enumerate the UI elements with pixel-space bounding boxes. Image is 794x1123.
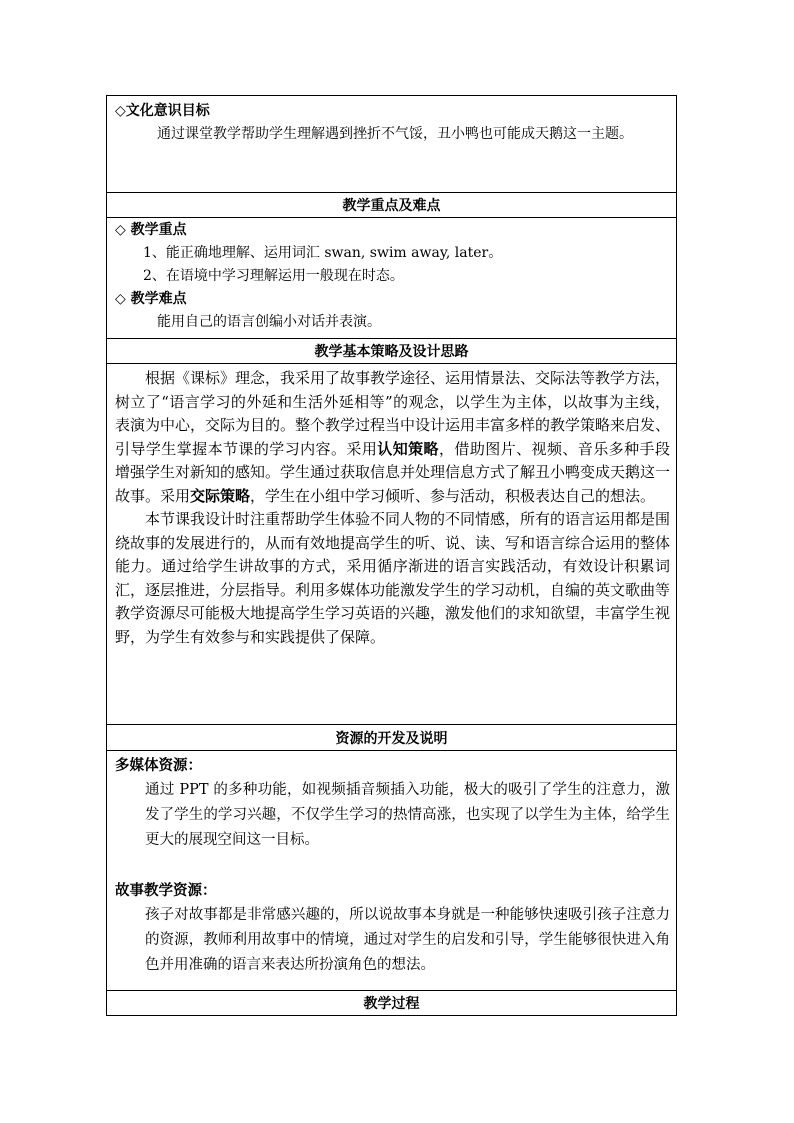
- story-heading: 故事教学资源：: [115, 882, 217, 899]
- focus-item-2: 2、在语境中学习理解运用一般现在时态。: [143, 268, 404, 284]
- strategy-text-c: ，借助图片、视频、音乐多种手段增强学生对新知的感知。学生通过获取信息并处理信息方式了解丑小鸭变成天鹅这一故事。采用: [115, 439, 671, 505]
- culture-goal-heading: ◇文化意识目标: [115, 103, 210, 119]
- multimedia-text: 通过 PPT 的多种功能，如视频插音频插入功能，极大的吸引了学生的注意力，激发了学生的学习兴趣，不仅学生学习的热情高涨，也实现了以学生为主体，给学生更大的展现空间这一目标。: [145, 782, 670, 848]
- story-text: 孩子对故事都是非常感兴趣的，所以说故事本身就是一种能够快速吸引孩子注意力的资源，教师利用故事中的情境，通过对学生的启发和引导，学生能够很快进入角色并用准确的语言来表达所扮演角色的想法。: [145, 907, 670, 973]
- resources-header: [107, 724, 676, 750]
- key-points-title: 教学重点及难点: [342, 198, 441, 214]
- spacer: [115, 853, 670, 878]
- process-header: [107, 990, 676, 1015]
- culture-goal-cell: [107, 96, 676, 192]
- strategy-paragraph-2: 本节课我设计时注重帮助学生体验不同人物的不同情感，所有的语言运用都是围绕故事的发展进行的，从而有效地提高学生的听、说、读、写和语言综合运用的整体能力。通过给学生讲故事的方式，采用循序渐进的语言实践活动，有效设计积累词汇，逐层推进，分层指导。利用多媒体功能激发学生的学习动机，自编的英文歌曲等教学资源尽可能极大地提高学生学习英语的兴趣，激发他们的求知欲望，丰富学生视野，为学生有效参与和实践提供了保障。: [115, 510, 671, 646]
- key-points-cell: [107, 217, 676, 338]
- process-title: 教学过程: [363, 996, 420, 1012]
- strategy-text-a: 根据《课标》理念，我采用了故事教学途径、运用情景法、交际法等教学方法，树立了“语言学习的外延和生活外延相等”的观念，以学生为主体，以故事为主线，表演为中心，交际为目的。整个教学过程当中设计运用丰富多样的教学策略来启发、引导学生掌握本节课的学习内容。采用: [115, 369, 671, 458]
- difficulty-heading: ◇ 教学难点: [115, 291, 187, 307]
- strategy-cognitive-label: 认知策略: [377, 439, 439, 458]
- lesson-plan-table: [106, 95, 677, 1016]
- strategy-title: 教学基本策略及设计思路: [314, 344, 469, 360]
- key-points-header: [107, 192, 676, 217]
- culture-goal-text: 通过课堂教学帮助学生理解遇到挫折不气馁，丑小鸭也可能成天鹅这一主题。: [157, 126, 633, 142]
- strategy-text-e: ，学生在小组中学习倾听、参与活动，积极表达自己的想法。: [250, 486, 656, 505]
- strategy-communicative-label: 交际策略: [190, 486, 251, 505]
- multimedia-heading: 多媒体资源：: [115, 757, 202, 774]
- strategy-paragraph-1: [115, 367, 670, 508]
- focus-item-1: 1、能正确地理解、运用词汇 swan, swim away, later。: [143, 245, 503, 261]
- resources-title: 资源的开发及说明: [335, 730, 448, 747]
- strategy-cell: [107, 363, 676, 724]
- resources-cell: [107, 750, 676, 990]
- difficulty-text: 能用自己的语言创编小对话并表演。: [157, 314, 381, 330]
- focus-heading: ◇ 教学重点: [115, 222, 187, 238]
- strategy-header: [107, 338, 676, 363]
